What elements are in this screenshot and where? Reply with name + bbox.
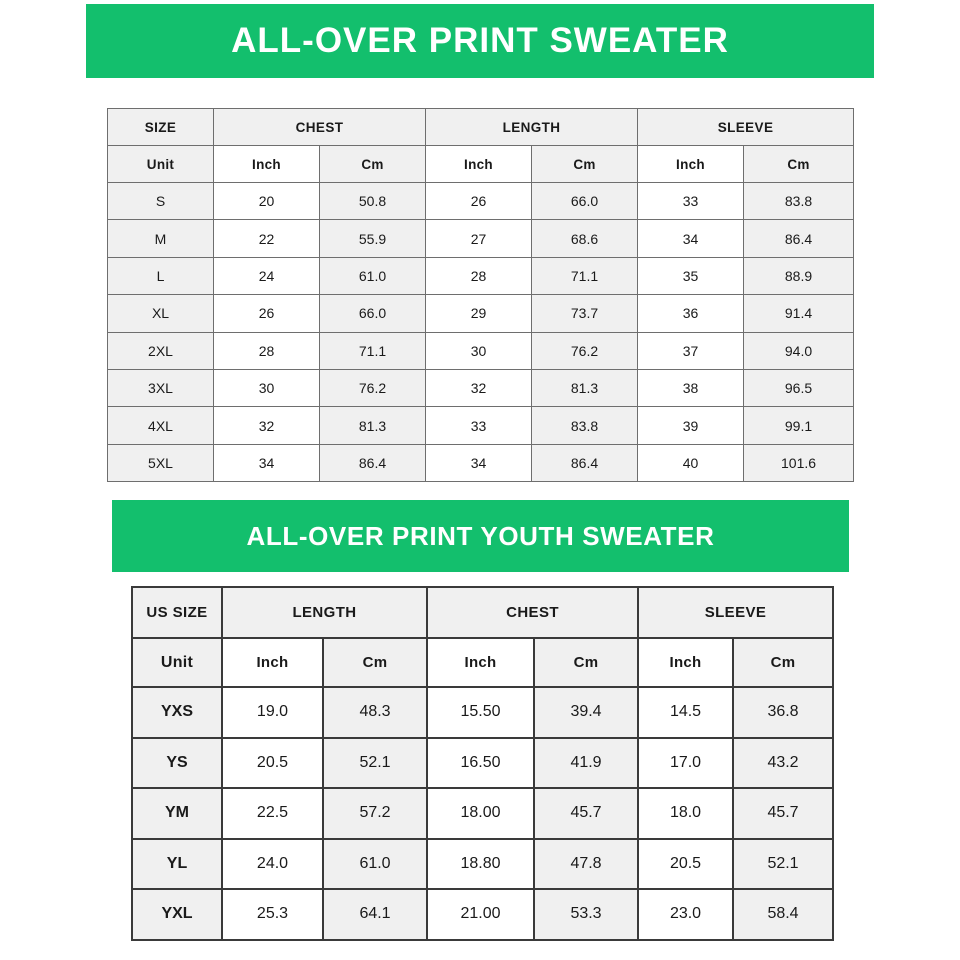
youth-cell-cm-1: 61.0: [323, 839, 427, 890]
adult-cell-inch-3: 39: [638, 407, 744, 444]
adult-header-size: SIZE: [108, 109, 214, 146]
adult-group-header-row: [108, 109, 854, 146]
adult-cell-cm-2: 71.1: [532, 257, 638, 294]
youth-cell-cm-1: 64.1: [323, 889, 427, 940]
youth-cell-inch-1: 19.0: [222, 687, 323, 738]
youth-header-chest: CHEST: [427, 587, 638, 638]
youth-group-header-row: [132, 587, 833, 638]
youth-cell-cm-3: 52.1: [733, 839, 833, 890]
youth-cell-cm-2: 45.7: [534, 788, 638, 839]
youth-cell-inch-3: 20.5: [638, 839, 733, 890]
adult-cell-size: 5XL: [108, 444, 214, 481]
adult-unit-header-row: [108, 146, 854, 183]
adult-header-sleeve: SLEEVE: [638, 109, 854, 146]
adult-cell-inch-2: 30: [426, 332, 532, 369]
youth-unit-length-inch: Inch: [222, 638, 323, 687]
adult-cell-cm-1: 55.9: [320, 220, 426, 257]
adult-cell-inch-2: 33: [426, 407, 532, 444]
adult-cell-cm-1: 76.2: [320, 369, 426, 406]
table-row: [132, 687, 833, 738]
youth-table-head: [132, 587, 833, 687]
youth-cell-cm-3: 45.7: [733, 788, 833, 839]
adult-cell-inch-1: 30: [214, 369, 320, 406]
youth-cell-cm-2: 41.9: [534, 738, 638, 789]
adult-unit-chest-cm: Cm: [320, 146, 426, 183]
table-row: [108, 407, 854, 444]
adult-cell-inch-3: 37: [638, 332, 744, 369]
adult-cell-inch-1: 24: [214, 257, 320, 294]
youth-cell-inch-1: 24.0: [222, 839, 323, 890]
youth-unit-chest-inch: Inch: [427, 638, 534, 687]
adult-cell-cm-1: 81.3: [320, 407, 426, 444]
table-row: [108, 332, 854, 369]
adult-table-head: [108, 109, 854, 183]
adult-cell-inch-3: 34: [638, 220, 744, 257]
youth-cell-cm-2: 39.4: [534, 687, 638, 738]
table-row: [132, 738, 833, 789]
adult-cell-cm-2: 68.6: [532, 220, 638, 257]
table-row: [108, 444, 854, 481]
adult-cell-inch-2: 34: [426, 444, 532, 481]
youth-cell-cm-2: 47.8: [534, 839, 638, 890]
adult-cell-inch-2: 27: [426, 220, 532, 257]
youth-cell-cm-1: 57.2: [323, 788, 427, 839]
youth-cell-cm-3: 58.4: [733, 889, 833, 940]
adult-cell-cm-1: 71.1: [320, 332, 426, 369]
adult-cell-cm-3: 96.5: [744, 369, 854, 406]
youth-unit-length-cm: Cm: [323, 638, 427, 687]
youth-size-table: [131, 586, 834, 941]
youth-unit-sleeve-inch: Inch: [638, 638, 733, 687]
adult-cell-inch-1: 20: [214, 183, 320, 220]
youth-cell-inch-3: 17.0: [638, 738, 733, 789]
adult-cell-inch-1: 32: [214, 407, 320, 444]
adult-cell-inch-3: 33: [638, 183, 744, 220]
youth-cell-size: YS: [132, 738, 222, 789]
adult-cell-cm-3: 94.0: [744, 332, 854, 369]
adult-cell-inch-2: 26: [426, 183, 532, 220]
adult-cell-cm-2: 76.2: [532, 332, 638, 369]
adult-cell-cm-2: 86.4: [532, 444, 638, 481]
youth-cell-inch-3: 23.0: [638, 889, 733, 940]
adult-sweater-banner: [86, 4, 874, 78]
table-row: [132, 889, 833, 940]
youth-sweater-banner: [112, 500, 849, 572]
adult-cell-inch-3: 38: [638, 369, 744, 406]
youth-header-us-size: US SIZE: [132, 587, 222, 638]
adult-cell-size: M: [108, 220, 214, 257]
adult-cell-inch-3: 36: [638, 295, 744, 332]
youth-header-sleeve: SLEEVE: [638, 587, 833, 638]
adult-header-length: LENGTH: [426, 109, 638, 146]
adult-unit-chest-inch: Inch: [214, 146, 320, 183]
adult-sweater-title: ALL-OVER PRINT SWEATER: [231, 21, 729, 60]
adult-unit-sleeve-cm: Cm: [744, 146, 854, 183]
youth-cell-cm-3: 36.8: [733, 687, 833, 738]
youth-cell-inch-2: 18.00: [427, 788, 534, 839]
youth-cell-cm-1: 52.1: [323, 738, 427, 789]
adult-cell-inch-2: 28: [426, 257, 532, 294]
adult-cell-cm-3: 86.4: [744, 220, 854, 257]
table-row: [108, 295, 854, 332]
youth-cell-size: YXS: [132, 687, 222, 738]
adult-cell-cm-1: 86.4: [320, 444, 426, 481]
adult-header-chest: CHEST: [214, 109, 426, 146]
youth-cell-inch-2: 15.50: [427, 687, 534, 738]
youth-unit-chest-cm: Cm: [534, 638, 638, 687]
table-row: [108, 183, 854, 220]
youth-unit-sleeve-cm: Cm: [733, 638, 833, 687]
youth-cell-cm-2: 53.3: [534, 889, 638, 940]
table-row: [108, 257, 854, 294]
adult-table-body: [108, 183, 854, 482]
table-row: [108, 369, 854, 406]
adult-cell-inch-3: 35: [638, 257, 744, 294]
adult-cell-cm-3: 88.9: [744, 257, 854, 294]
adult-cell-cm-3: 99.1: [744, 407, 854, 444]
adult-size-table: [107, 108, 854, 482]
adult-cell-size: 2XL: [108, 332, 214, 369]
adult-cell-inch-2: 32: [426, 369, 532, 406]
adult-cell-cm-2: 73.7: [532, 295, 638, 332]
youth-cell-cm-3: 43.2: [733, 738, 833, 789]
adult-cell-cm-2: 83.8: [532, 407, 638, 444]
adult-cell-size: XL: [108, 295, 214, 332]
adult-unit-sleeve-inch: Inch: [638, 146, 744, 183]
youth-sweater-title: ALL-OVER PRINT YOUTH SWEATER: [246, 520, 715, 551]
youth-cell-cm-1: 48.3: [323, 687, 427, 738]
adult-cell-cm-2: 81.3: [532, 369, 638, 406]
adult-cell-cm-3: 101.6: [744, 444, 854, 481]
adult-cell-inch-1: 26: [214, 295, 320, 332]
adult-cell-inch-2: 29: [426, 295, 532, 332]
adult-cell-size: 3XL: [108, 369, 214, 406]
adult-cell-cm-3: 91.4: [744, 295, 854, 332]
adult-cell-inch-1: 22: [214, 220, 320, 257]
youth-cell-size: YXL: [132, 889, 222, 940]
youth-cell-inch-1: 25.3: [222, 889, 323, 940]
youth-cell-size: YL: [132, 839, 222, 890]
adult-cell-cm-1: 66.0: [320, 295, 426, 332]
youth-cell-size: YM: [132, 788, 222, 839]
adult-cell-size: L: [108, 257, 214, 294]
adult-cell-size: 4XL: [108, 407, 214, 444]
adult-cell-inch-3: 40: [638, 444, 744, 481]
youth-cell-inch-3: 14.5: [638, 687, 733, 738]
youth-table-body: [132, 687, 833, 940]
youth-cell-inch-1: 20.5: [222, 738, 323, 789]
adult-cell-size: S: [108, 183, 214, 220]
youth-cell-inch-2: 16.50: [427, 738, 534, 789]
table-row: [132, 839, 833, 890]
table-row: [132, 788, 833, 839]
adult-unit-label: Unit: [108, 146, 214, 183]
youth-cell-inch-3: 18.0: [638, 788, 733, 839]
youth-cell-inch-2: 21.00: [427, 889, 534, 940]
table-row: [108, 220, 854, 257]
adult-cell-cm-2: 66.0: [532, 183, 638, 220]
adult-cell-inch-1: 34: [214, 444, 320, 481]
youth-unit-header-row: [132, 638, 833, 687]
adult-cell-inch-1: 28: [214, 332, 320, 369]
adult-cell-cm-1: 50.8: [320, 183, 426, 220]
youth-cell-inch-2: 18.80: [427, 839, 534, 890]
youth-cell-inch-1: 22.5: [222, 788, 323, 839]
adult-unit-length-inch: Inch: [426, 146, 532, 183]
adult-cell-cm-1: 61.0: [320, 257, 426, 294]
youth-unit-label: Unit: [132, 638, 222, 687]
adult-cell-cm-3: 83.8: [744, 183, 854, 220]
youth-header-length: LENGTH: [222, 587, 427, 638]
adult-unit-length-cm: Cm: [532, 146, 638, 183]
